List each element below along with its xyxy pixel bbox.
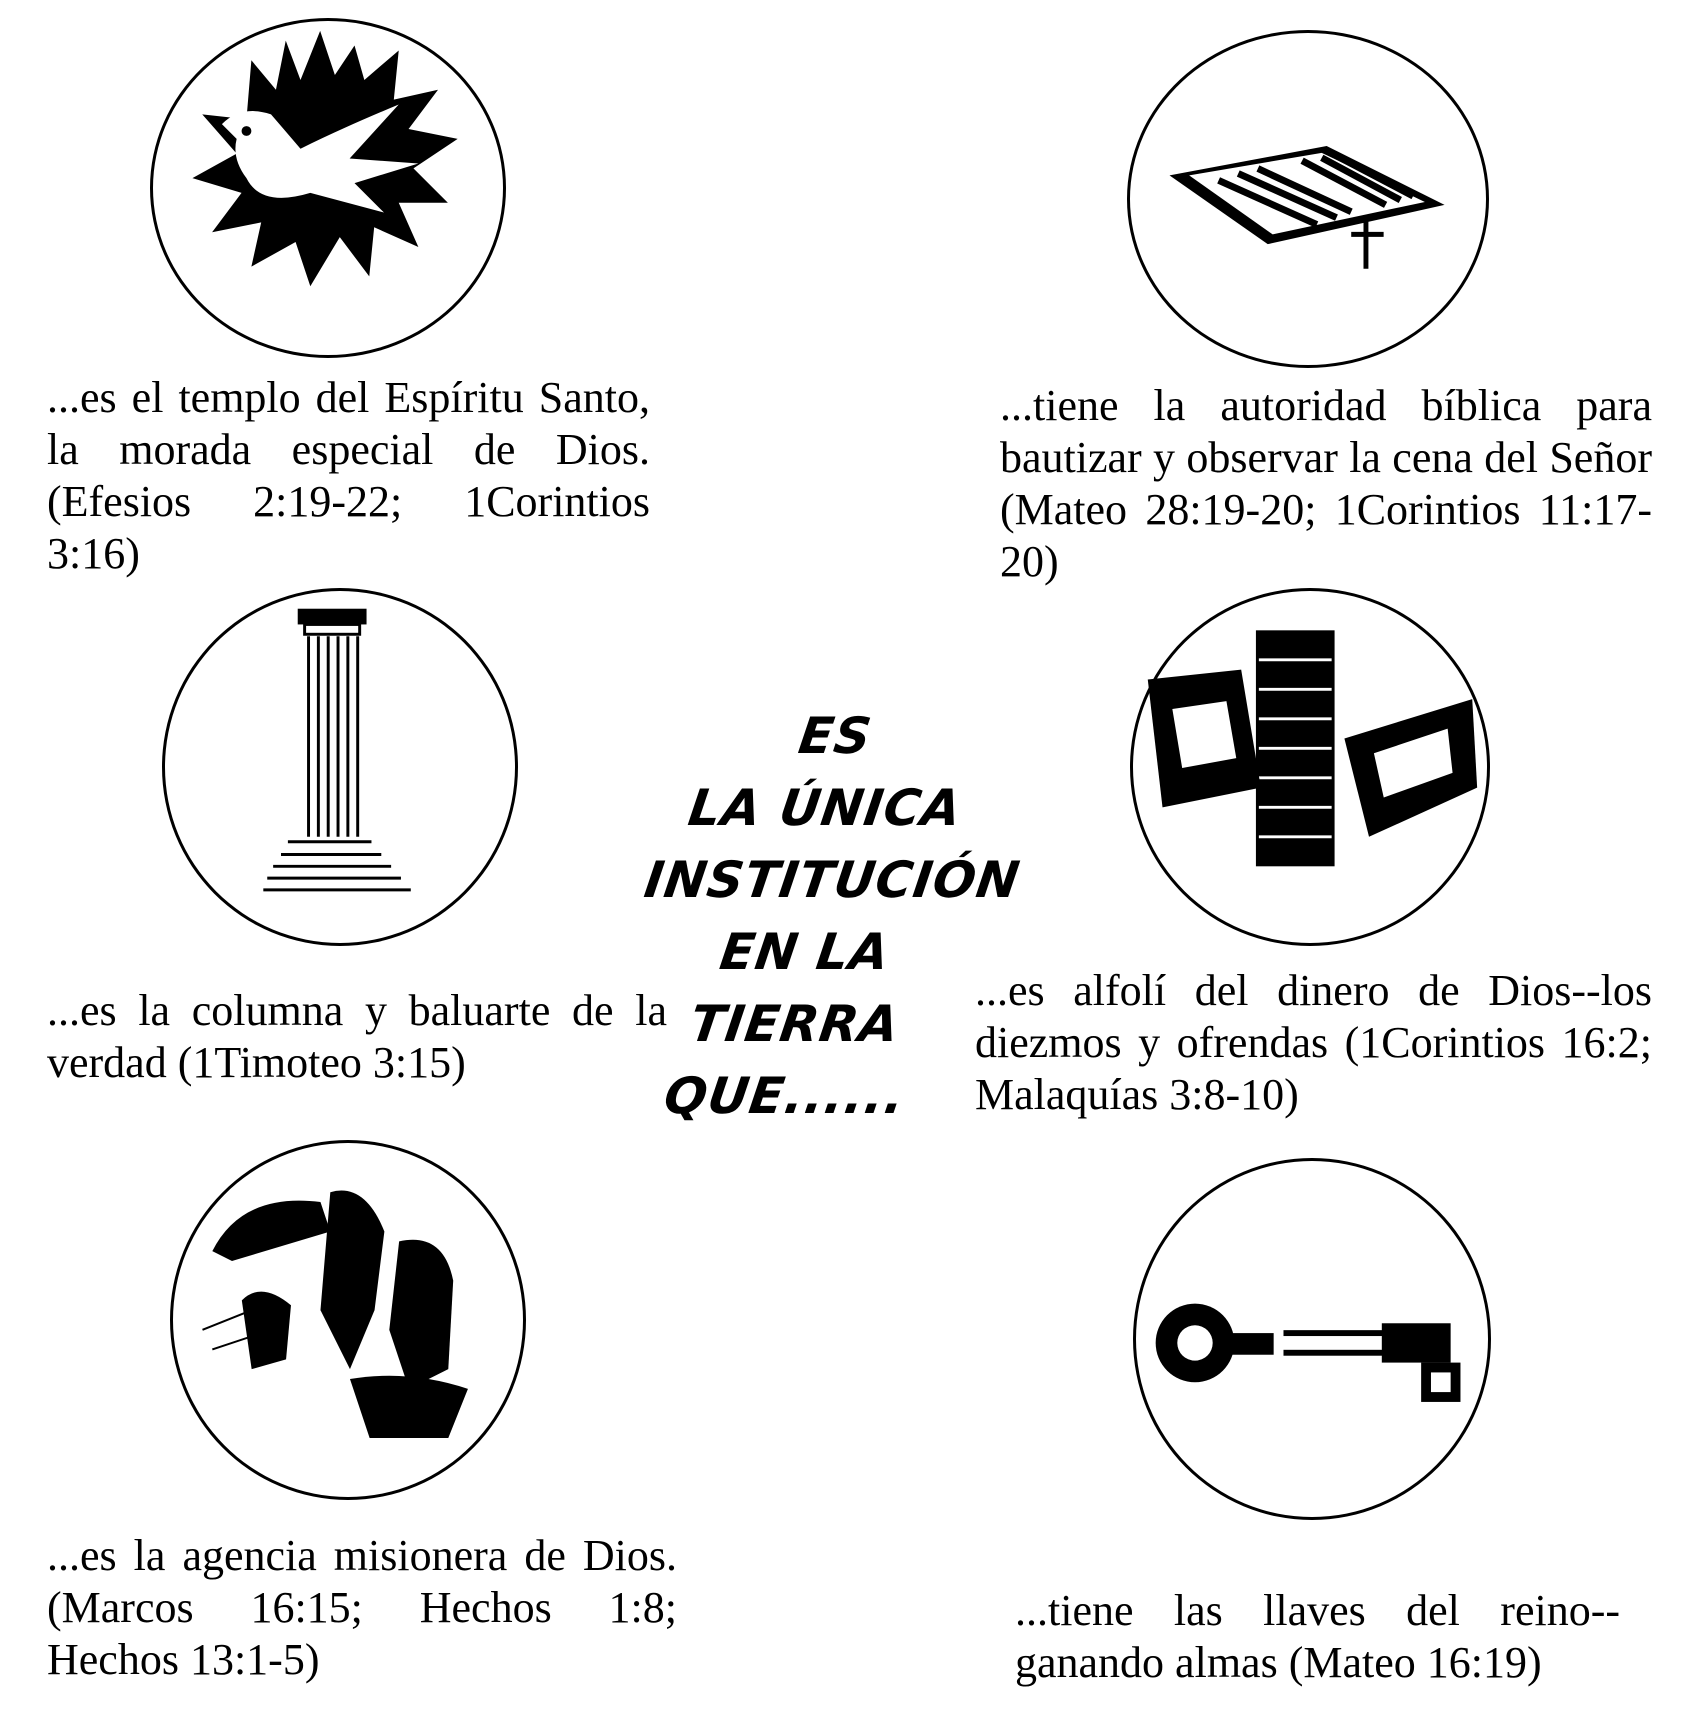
caption-templo: ...es el templo del Espíritu Santo, la morada especial de Dios. (Efesios 2:19-22; 1Corintios 3:16) [47,373,650,578]
bible-icon [1130,33,1486,365]
bible-medallion [1127,30,1489,368]
center-line-6: QUE...... [660,1067,909,1125]
caption-autoridad: ...tiene la autoridad bíblica para bautizar y observar la cena del Señor (Mateo 28:19-20; 1Corintios 11:17-20) [1000,381,1652,586]
column-icon [165,591,515,943]
center-line-5: TIERRA [686,995,904,1053]
center-line-3: INSTITUCIÓN [640,851,1024,909]
center-line-1: ES [795,707,876,765]
money-icon [1133,591,1487,943]
key-icon [1136,1161,1488,1517]
caption-agencia: ...es la agencia misionera de Dios. (Marcos 16:15; Hechos 1:8; Hechos 13:1-5) [47,1531,677,1684]
center-line-2: LA ÚNICA [684,779,966,837]
missionaries-icon [173,1143,523,1497]
caption-columna: ...es la columna y baluarte de la verdad (1Timoteo 3:15) [47,986,667,1087]
caption-alfoli: ...es alfolí del dinero de Dios--los diezmos y ofrendas (1Corintios 16:2; Malaquías 3:8-10) [975,966,1652,1119]
key-medallion [1133,1158,1491,1520]
caption-llaves: ...tiene las llaves del reino--ganando almas (Mateo 16:19) [1015,1586,1620,1687]
money-medallion [1130,588,1490,946]
missionaries-medallion [170,1140,526,1500]
dove-icon [153,21,503,355]
column-medallion [162,588,518,946]
center-line-4: EN LA [716,923,894,981]
dove-medallion [150,18,506,358]
center-title [610,700,1024,1132]
